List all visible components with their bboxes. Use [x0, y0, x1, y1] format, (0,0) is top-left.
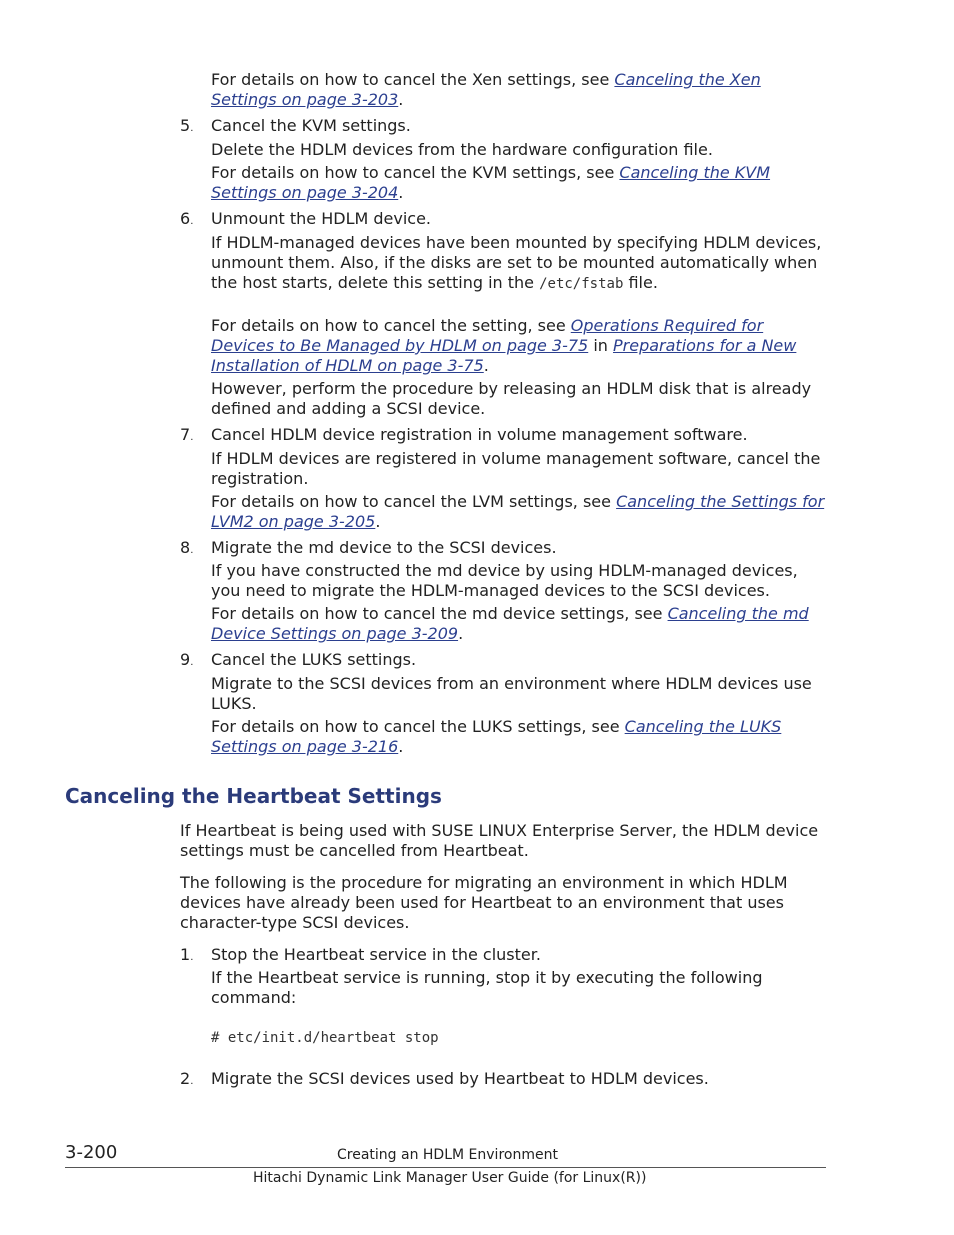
heartbeat-step-1-body: If the Heartbeat service is running, stop it by executing the following command:	[211, 968, 763, 1007]
lvm2-settings-link[interactable]: Canceling the Settings for LVM2 on page 3-205	[211, 492, 825, 531]
step-5-number: 5.	[180, 116, 194, 135]
footer-divider	[65, 1167, 826, 1168]
heartbeat-step-1-number: 1.	[180, 945, 194, 964]
step-6-body: If HDLM-managed devices have been mounted by specifying HDLM devices, unmount them. Also, if the disks are set to be mounted automatically when the host starts, delete this setting in the /etc/fstab file.	[211, 233, 822, 292]
step-5-reference: For details on how to cancel the KVM settings, see Canceling the KVM Settings on page 3-204.	[211, 163, 771, 202]
step-7-title: Cancel HDLM device registration in volume management software.	[211, 425, 748, 444]
fstab-path: /etc/fstab	[539, 276, 624, 292]
step-6-title: Unmount the HDLM device.	[211, 209, 432, 228]
step-7-number: 7.	[180, 425, 194, 444]
step-6-number: 6.	[180, 209, 194, 228]
operations-required-link[interactable]: Operations Required for Devices to Be Managed by HDLM on page 3-75	[211, 316, 764, 355]
step-7-reference: For details on how to cancel the LVM settings, see Canceling the Settings for LVM2 on page 3-205.	[211, 492, 825, 531]
step-9-title: Cancel the LUKS settings.	[211, 650, 417, 669]
section-intro-2: The following is the procedure for migrating an environment in which HDLM devices have already been used for Heartbeat to an environment that uses character-type SCSI devices.	[180, 873, 788, 932]
heartbeat-step-1-title: Stop the Heartbeat service in the cluster.	[211, 945, 541, 964]
step-5-body: Delete the HDLM devices from the hardware configuration file.	[211, 140, 713, 159]
step-6-reference: For details on how to cancel the setting, see Operations Required for Devices to Be Managed by HDLM on page 3-75 in Preparations for a New Installation of HDLM on page 3-75.	[211, 316, 797, 375]
heartbeat-step-2-title: Migrate the SCSI devices used by Heartbeat to HDLM devices.	[211, 1069, 709, 1088]
section-heading: Canceling the Heartbeat Settings	[65, 784, 442, 808]
footer-chapter-title: Creating an HDLM Environment	[337, 1147, 558, 1163]
md-device-settings-link[interactable]: Canceling the md Device Settings on page 3-209	[211, 604, 809, 643]
xen-settings-link[interactable]: Canceling the Xen Settings on page 3-203	[211, 70, 761, 109]
step-6-note: However, perform the procedure by releasing an HDLM disk that is already defined and adding a SCSI device.	[211, 379, 812, 418]
page-number: 3-200	[65, 1142, 118, 1163]
xen-reference	[211, 70, 831, 110]
step-8-number: 8.	[180, 538, 194, 557]
step-9-body: Migrate to the SCSI devices from an environment where HDLM devices use LUKS.	[211, 674, 812, 713]
step-5-title: Cancel the KVM settings.	[211, 116, 411, 135]
step-8-body: If you have constructed the md device by using HDLM-managed devices, you need to migrate the HDLM-managed devices to the SCSI devices.	[211, 561, 798, 600]
step-9-number: 9.	[180, 650, 194, 669]
step-8-title: Migrate the md device to the SCSI devices.	[211, 538, 557, 557]
kvm-settings-link[interactable]: Canceling the KVM Settings on page 3-204	[211, 163, 771, 202]
step-8-reference: For details on how to cancel the md device settings, see Canceling the md Device Settings on page 3-209.	[211, 604, 809, 643]
heartbeat-stop-command: # etc/init.d/heartbeat stop	[211, 1030, 439, 1046]
step-9-reference: For details on how to cancel the LUKS settings, see Canceling the LUKS Settings on page 3-216.	[211, 717, 782, 756]
heartbeat-step-2-number: 2.	[180, 1069, 194, 1088]
step-7-body: If HDLM devices are registered in volume management software, cancel the registration.	[211, 449, 821, 488]
xen-ref-end: .	[398, 90, 404, 109]
footer-guide-title: Hitachi Dynamic Link Manager User Guide (for Linux(R))	[253, 1170, 647, 1186]
xen-ref-text: For details on how to cancel the Xen settings, see	[211, 70, 615, 89]
section-intro-1: If Heartbeat is being used with SUSE LINUX Enterprise Server, the HDLM device settings must be cancelled from Heartbeat.	[180, 821, 819, 860]
preparations-new-installation-link[interactable]: Preparations for a New Installation of HDLM on page 3-75	[211, 336, 797, 375]
luks-settings-link[interactable]: Canceling the LUKS Settings on page 3-216	[211, 717, 782, 756]
